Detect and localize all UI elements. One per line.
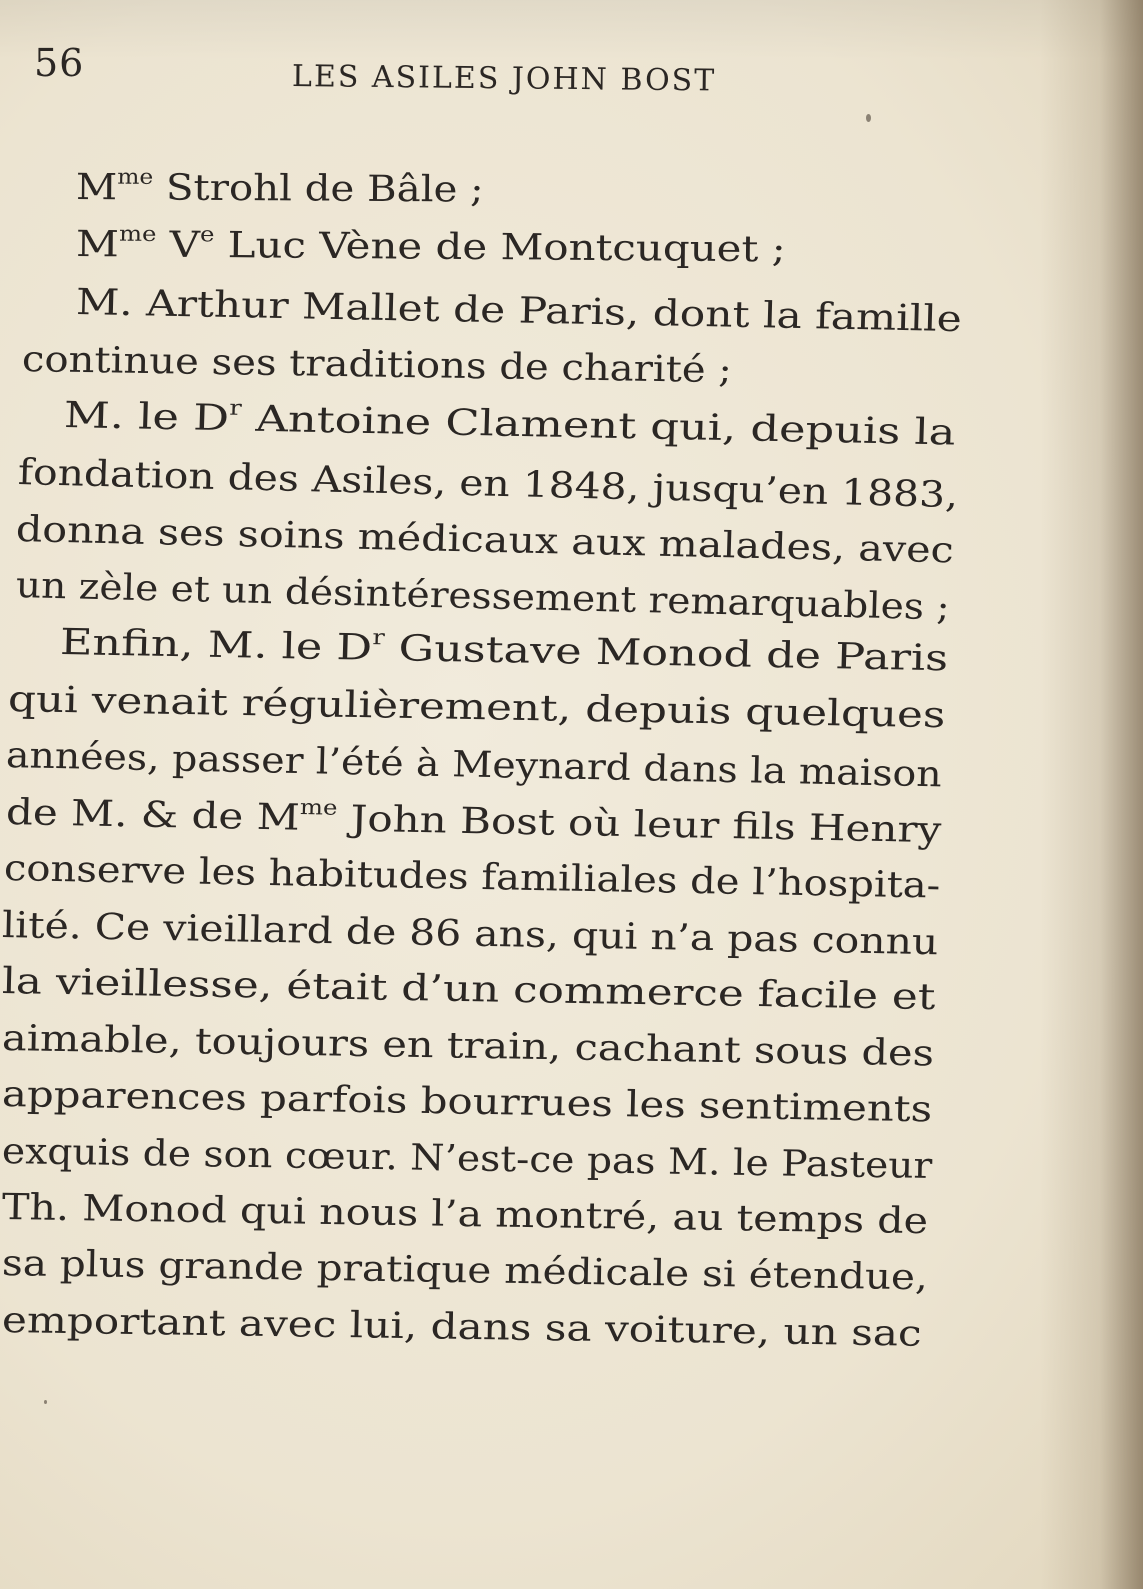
text-run: Enfin, M. le D: [59, 622, 373, 669]
superscript: me: [117, 164, 154, 189]
text-line: [1, 1018, 935, 1075]
text-run: M. le D: [63, 395, 230, 440]
superscript: me: [118, 221, 157, 246]
text-line: [15, 565, 951, 629]
ink-speck: [44, 1400, 47, 1404]
text-run: lité. Ce vieillard de 86 ans, qui n’a pas connu: [1, 905, 939, 964]
text-line: [1, 1074, 933, 1131]
superscript: me: [299, 795, 338, 820]
text-line: [1, 905, 939, 964]
text-run: aimable, toujours en train, cachant sous des: [1, 1018, 935, 1075]
text-line: [1, 1187, 929, 1243]
text-run: Luc Vène de Montcuquet ;: [214, 225, 786, 271]
page-number: 56: [34, 41, 85, 85]
text-run: M: [75, 167, 118, 209]
text-run: donna ses soins médicaux aux malades, avec: [15, 509, 955, 572]
text-line: [5, 735, 943, 796]
text-line: [21, 339, 733, 392]
text-line: [7, 679, 946, 737]
text-run: Gustave Monod de Paris: [383, 627, 949, 680]
text-run: Strohl de Bâle ;: [153, 167, 484, 211]
text-run: continue ses traditions de charité ;: [21, 339, 733, 392]
text-run: la vieillesse, était d’un commerce facile et: [1, 961, 936, 1019]
text-line: [75, 221, 786, 271]
text-run: conserve les habitudes familiales de l’hospita-: [3, 848, 941, 907]
text-run: exquis de son cœur. N’est-ce pas M. le Pasteur: [1, 1131, 933, 1187]
text-run: Th. Monod qui nous l’a montré, au temps de: [1, 1187, 929, 1243]
text-line: [1, 1131, 933, 1187]
ink-speck: [866, 114, 871, 122]
text-run: emportant avec lui, dans sa voiture, un sac: [1, 1300, 922, 1355]
text-run: Antoine Clament qui, depuis la: [240, 398, 957, 454]
text-line: [75, 282, 963, 341]
text-run: années, passer l’été à Meynard dans la maison: [5, 735, 943, 796]
text-line: [1, 961, 936, 1019]
text-run: V: [156, 224, 201, 266]
superscript: r: [229, 395, 243, 420]
text-line: [63, 395, 957, 454]
text-run: fondation des Asiles, en 1848, jusqu’en 1883,: [17, 452, 959, 517]
text-line: [1, 1300, 922, 1355]
running-title: LES ASILES JOHN BOST: [291, 59, 717, 99]
text-line: [59, 622, 949, 680]
text-line: [5, 792, 942, 852]
text-line: [75, 164, 484, 211]
superscript: e: [199, 222, 215, 247]
text-run: de M. & de M: [5, 792, 301, 839]
text-run: un zèle et un désintéressement remarquables ;: [15, 565, 951, 629]
text-line: [17, 452, 959, 517]
text-run: sa plus grande pratique médicale si étendue,: [1, 1243, 929, 1299]
text-run: M: [75, 224, 120, 266]
text-line: [15, 509, 955, 572]
text-line: [1, 1243, 929, 1299]
text-line: [3, 848, 941, 907]
text-run: John Bost où leur fils Henry: [336, 798, 942, 852]
superscript: r: [372, 625, 386, 650]
text-run: M. Arthur Mallet de Paris, dont la famille: [75, 282, 963, 341]
text-run: apparences parfois bourrues les sentiments: [1, 1074, 933, 1131]
text-run: qui venait régulièrement, depuis quelques: [7, 679, 946, 737]
